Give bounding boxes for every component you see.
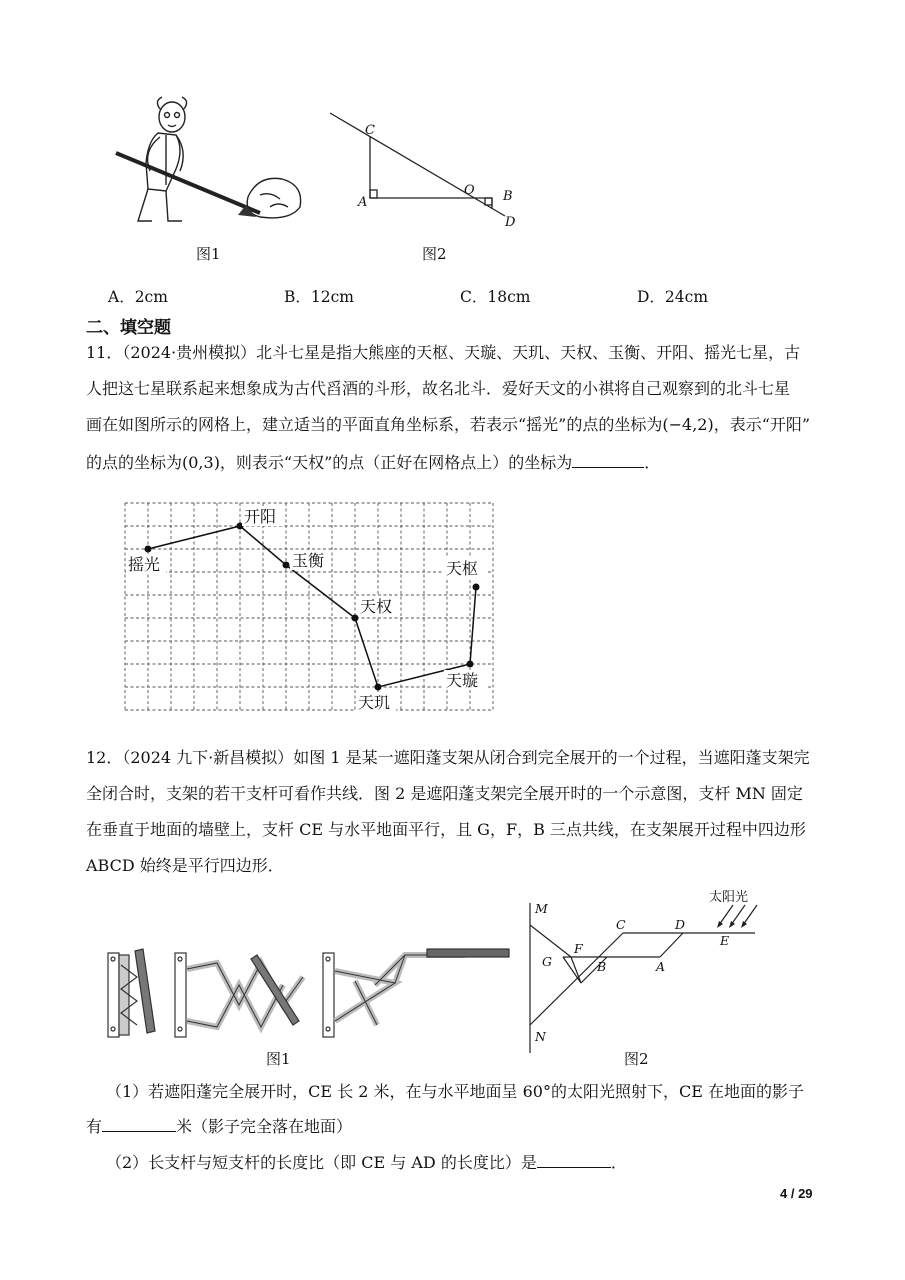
option-b: B．12cm [284, 288, 354, 306]
q12-sub1-line-2 [86, 1115, 352, 1137]
label-E: E [720, 933, 730, 948]
q12-figure-1-caption: 图1 [266, 1050, 291, 1068]
q12-sub2-text: （2）长支杆与短支杆的长度比（即 CE 与 AD 的长度比）是 [106, 1153, 537, 1172]
q11-line-4 [86, 451, 660, 473]
figure-2-caption: 图2 [422, 245, 447, 263]
awning-frames-illustration [105, 945, 515, 1045]
label-C: C [365, 123, 375, 138]
q11-line-1: 11．（2024·贵州模拟）北斗七星是指大熊座的天枢、天璇、天玑、天权、玉衡、开阳、摇光七星，古 [86, 343, 801, 362]
label-A: A [656, 959, 666, 974]
star-tianxuan [467, 661, 474, 668]
q12-sub2-line [106, 1151, 627, 1173]
q12-sub1-line-1: （1）若遮阳蓬完全展开时，CE 长 2 米，在与水平地面呈 60°的太阳光照射下，CE 在地面的影子 [106, 1082, 804, 1101]
label-tianshu: 天枢 [446, 559, 479, 578]
q11-line-2: 人把这七星联系起来想象成为古代舀酒的斗形，故名北斗．爱好天文的小祺将自己观察到的北斗七星 [86, 379, 791, 398]
label-yuheng: 玉衡 [292, 551, 325, 570]
label-kaiyang: 开阳 [244, 507, 277, 526]
label-B: B [503, 189, 513, 204]
q12-sub1-suffix: 米（影子完全落在地面） [176, 1117, 353, 1136]
awning-schematic-diagram [515, 885, 785, 1055]
lever-geometry-diagram [325, 108, 525, 233]
q11-line-4-end: ． [644, 453, 661, 472]
lever-bar [116, 153, 260, 213]
star-tianji [375, 684, 382, 691]
q12-sub2-answer-blank[interactable] [537, 1151, 611, 1168]
label-G: G [542, 954, 552, 969]
star-tianquan [352, 615, 359, 622]
option-d: D．24cm [637, 288, 709, 306]
q12-sub1-answer-blank[interactable] [102, 1115, 176, 1132]
q12-sub1-prefix: 有 [86, 1117, 103, 1136]
option-a: A．2cm [108, 288, 168, 306]
label-F: F [574, 941, 583, 956]
label-tianxuan: 天璇 [446, 671, 479, 690]
label-tianji: 天玑 [358, 693, 391, 712]
label-C: C [616, 917, 626, 932]
star-yuheng [283, 562, 290, 569]
q11-answer-blank[interactable] [572, 451, 644, 468]
label-D: D [675, 917, 686, 932]
star-yaoguang [145, 546, 152, 553]
q11-line-4-text: 的点的坐标为(0,3)，则表示“天权”的点（正好在网格点上）的坐标为 [86, 453, 573, 472]
label-B: B [597, 959, 607, 974]
label-D: D [505, 215, 516, 230]
option-c: C．18cm [460, 288, 531, 306]
q12-line-3: 在垂直于地面的墙壁上，支杆 CE 与水平地面平行，且 G，F，B 三点共线，在支架展开过程中四边形 [86, 820, 806, 839]
label-N: N [535, 1029, 546, 1044]
page-number: 4 / 29 [780, 1186, 813, 1201]
label-yaoguang: 摇光 [128, 555, 161, 574]
q12-figure-2-caption: 图2 [624, 1050, 649, 1068]
section-title: 二、填空题 [86, 318, 171, 338]
q11-line-3: 画在如图所示的网格上，建立适当的平面直角坐标系，若表示“摇光”的点的坐标为(−4,2)，表示“开阳” [86, 415, 811, 434]
q12-line-2: 全闭合时，支架的若干支杆可看作共线．图 2 是遮阳蓬支架完全展开时的一个示意图，支杆 MN 固定 [86, 784, 803, 803]
q12-sub2-end: ． [610, 1153, 627, 1172]
star-tianshu [473, 584, 480, 591]
lever-illustration [110, 95, 310, 230]
label-A: A [358, 195, 368, 210]
figure-1-caption: 图1 [196, 245, 221, 263]
sunlight-label: 太阳光 [709, 890, 749, 905]
label-O: O [464, 183, 475, 198]
q12-line-4: ABCD 始终是平行四边形． [86, 856, 284, 875]
label-tianquan: 天权 [360, 597, 393, 616]
label-M: M [535, 901, 548, 916]
big-dipper-grid [118, 496, 503, 714]
q12-line-1: 12．（2024 九下·新昌模拟）如图 1 是某一遮阳蓬支架从闭合到完全展开的一个过程，当遮阳蓬支架完 [86, 748, 810, 767]
